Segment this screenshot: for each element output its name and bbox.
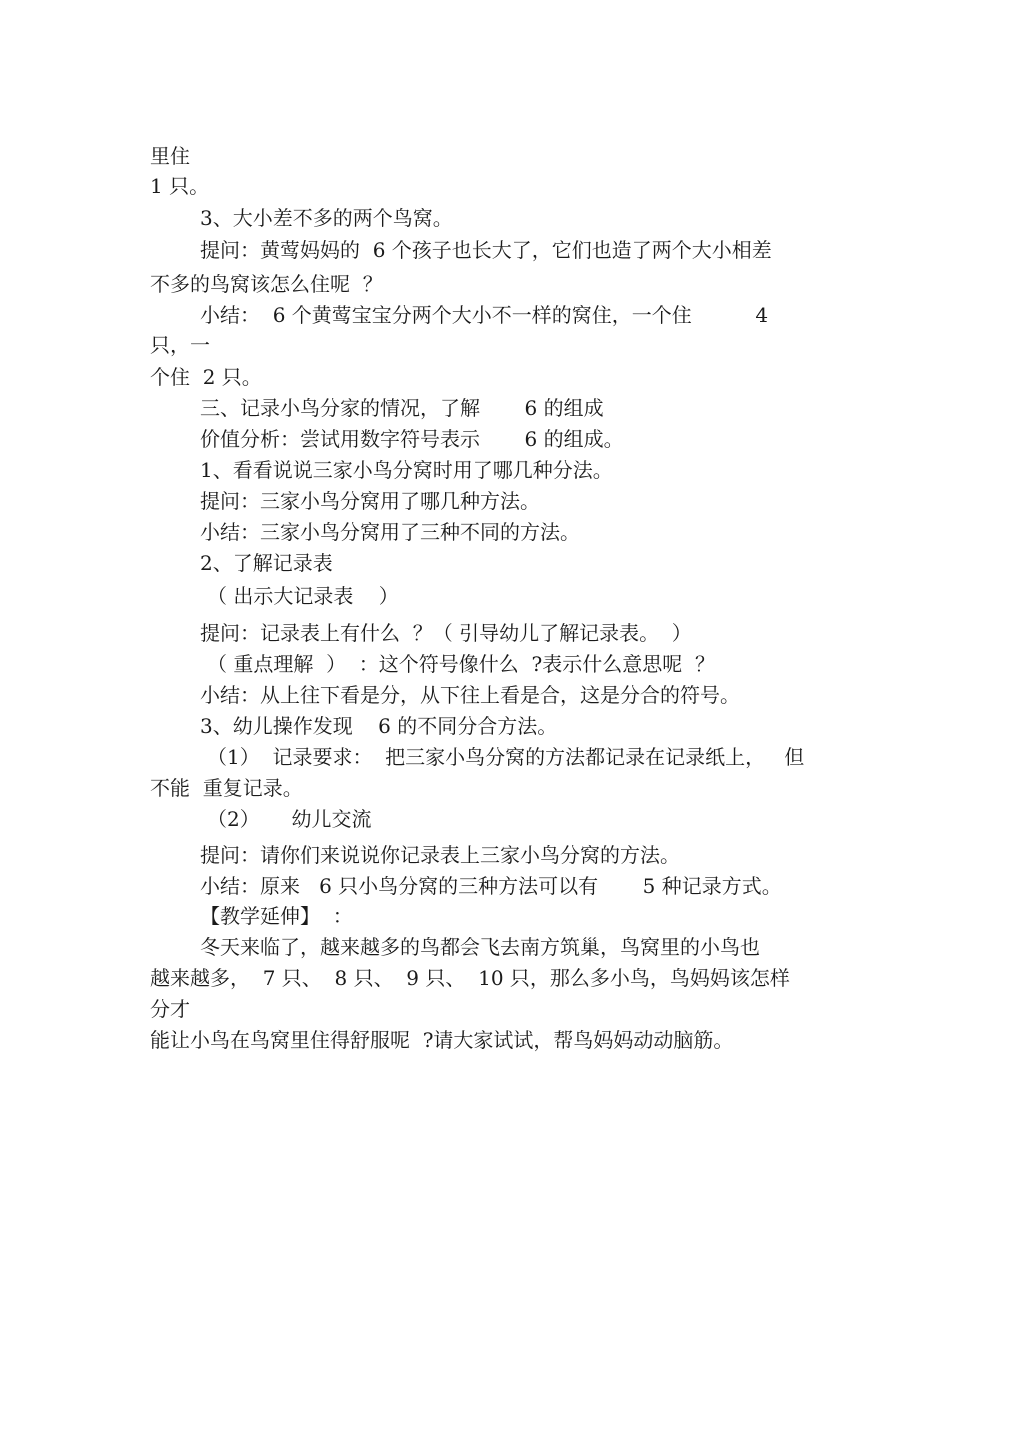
text-line: 里住 — [150, 144, 190, 168]
text-line: 只，一 — [150, 333, 210, 357]
text-line: （2） 幼儿交流 — [207, 807, 372, 831]
text-line: 1 只。 — [150, 174, 210, 198]
text-line: 三、记录小鸟分家的情况，了解 6 的组成 — [200, 396, 604, 420]
text-line: 越来越多， 7 只、 8 只、 9 只、 10 只，那么多小鸟，鸟妈妈该怎样 — [150, 966, 790, 990]
text-line: 3、幼儿操作发现 6 的不同分合方法。 — [200, 714, 558, 738]
text-line: 提问：三家小鸟分窝用了哪几种方法。 — [200, 489, 540, 513]
text-line: 分才 — [150, 997, 190, 1021]
text-line: 冬天来临了，越来越多的鸟都会飞去南方筑巢，鸟窝里的小鸟也 — [200, 935, 760, 959]
text-line: 2、了解记录表 — [200, 551, 333, 575]
text-line: 个住 2 只。 — [150, 365, 262, 389]
text-line: （ 重点理解 ） ：这个符号像什么 ?表示什么意思呢 ？ — [207, 652, 715, 676]
text-line: （ 出示大记录表 ） — [207, 584, 399, 608]
text-line: 1、看看说说三家小鸟分窝时用了哪几种分法。 — [200, 458, 613, 482]
text-line: 提问：黄莺妈妈的 6 个孩子也长大了，它们也造了两个大小相差 — [200, 238, 772, 262]
text-line: （1） 记录要求： 把三家小鸟分窝的方法都记录在记录纸上， 但 — [207, 745, 805, 769]
text-line: 小结：三家小鸟分窝用了三种不同的方法。 — [200, 520, 580, 544]
text-line: 提问：请你们来说说你记录表上三家小鸟分窝的方法。 — [200, 843, 680, 867]
text-line: 价值分析：尝试用数字符号表示 6 的组成。 — [200, 427, 624, 451]
text-line: 提问：记录表上有什么 ？（ 引导幼儿了解记录表。 ） — [200, 621, 692, 645]
text-line: 不多的鸟窝该怎么住呢 ？ — [150, 272, 383, 296]
text-line: 能让小鸟在鸟窝里住得舒服呢 ?请大家试试，帮鸟妈妈动动脑筋。 — [150, 1028, 734, 1052]
text-line: 3、大小差不多的两个鸟窝。 — [200, 206, 453, 230]
text-line: 小结： 6 个黄莺宝宝分两个大小不一样的窝住，一个住 4 — [200, 303, 769, 327]
text-line: 不能 重复记录。 — [150, 776, 303, 800]
text-line: 小结：原来 6 只小鸟分窝的三种方法可以有 5 种记录方式。 — [200, 874, 782, 898]
text-line: 小结：从上往下看是分，从下往上看是合，这是分合的符号。 — [200, 683, 740, 707]
text-line: 【教学延伸】 ： — [200, 904, 353, 928]
